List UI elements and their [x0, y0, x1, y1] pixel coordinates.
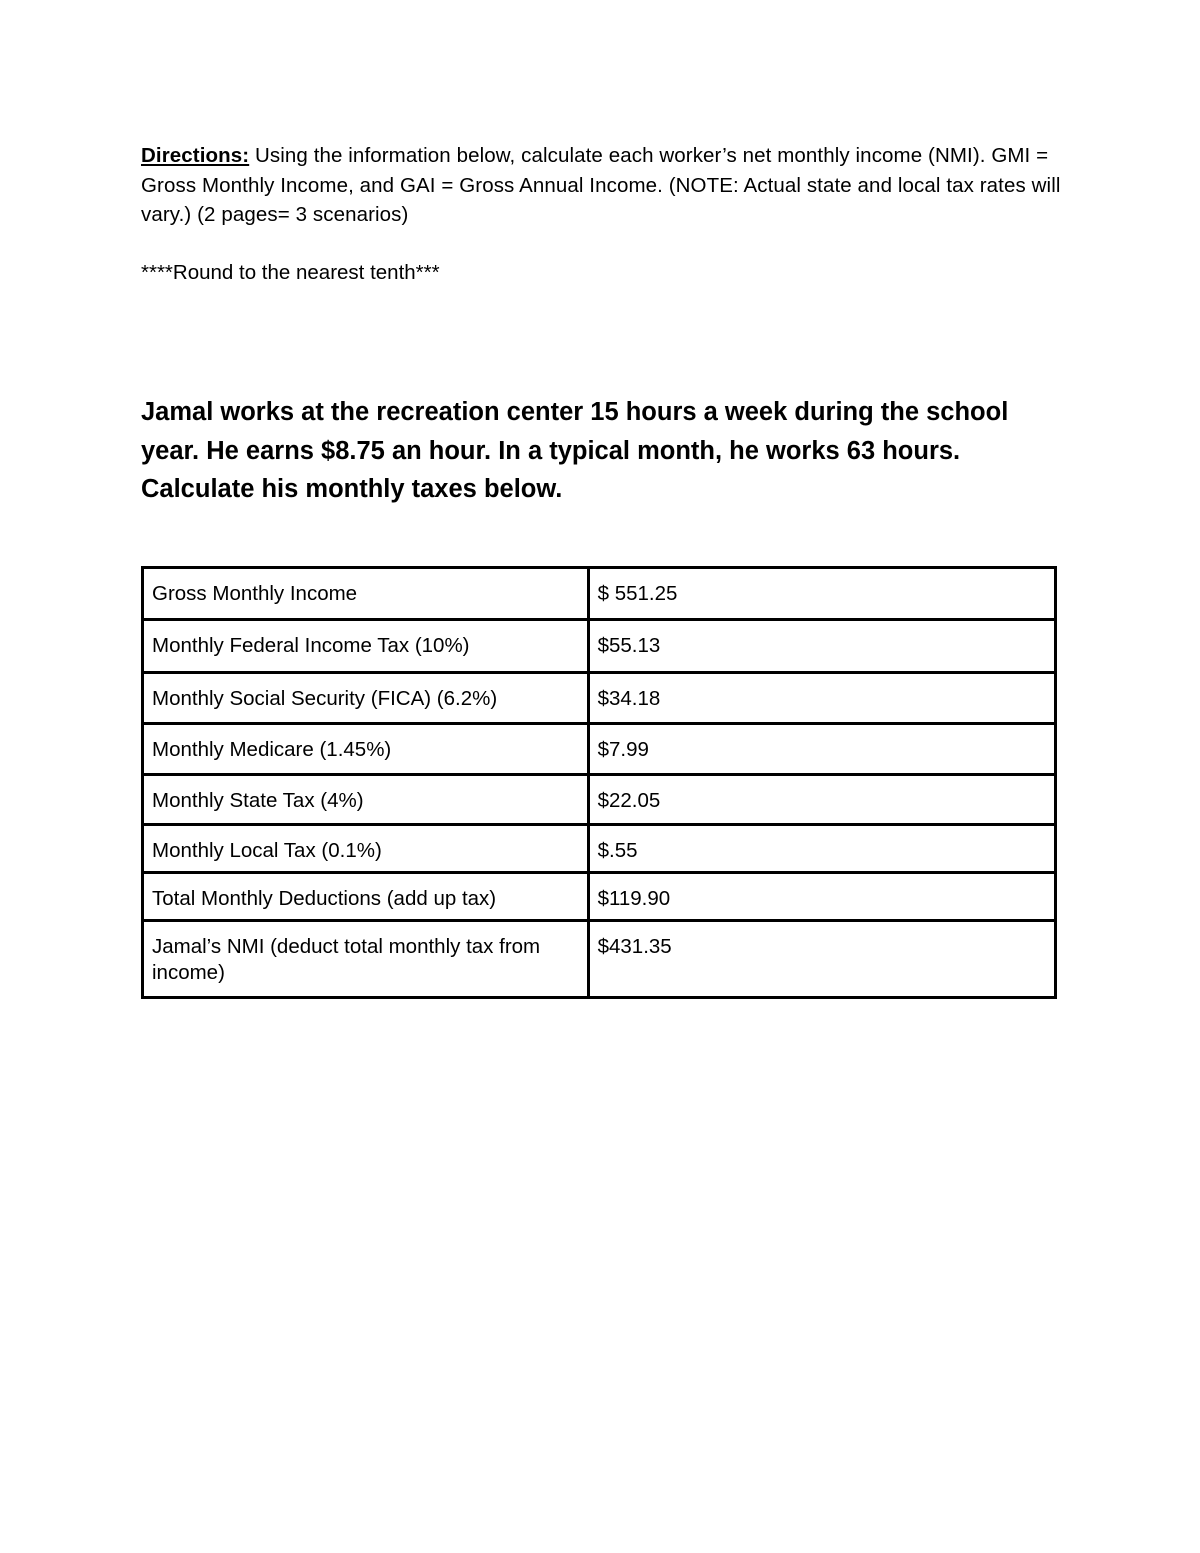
directions-label: Directions: [141, 144, 250, 167]
scenario-text: Jamal works at the recreation center 15 hours a week during the school year. He earns $8.75 an hour. In a typical month, he works 63 hours. Calculate his monthly taxes below. [141, 398, 1009, 503]
row-label: Monthly Local Tax (0.1%) [143, 825, 589, 873]
directions-text: Using the information below, calculate each worker’s net monthly income (NMI). GMI = Gross Monthly Income, and GAI = Gross Annual Income. (NOTE: Actual state and local tax rates will vary.) (2 pages= 3 scenarios) [141, 144, 1061, 226]
row-value: $22.05 [588, 775, 1055, 825]
row-value: $ 551.25 [588, 568, 1055, 620]
table-row [143, 775, 1056, 825]
rounding-note: ****Round to the nearest tenth*** [141, 261, 440, 284]
row-label: Monthly Social Security (FICA) (6.2%) [143, 673, 589, 724]
row-value: $119.90 [588, 873, 1055, 921]
row-value: $55.13 [588, 620, 1055, 673]
table-row [143, 724, 1056, 775]
row-label: Gross Monthly Income [143, 568, 589, 620]
table-row [143, 873, 1056, 921]
table-row [143, 620, 1056, 673]
table-row [143, 673, 1056, 724]
row-label: Total Monthly Deductions (add up tax) [143, 873, 589, 921]
table-row [143, 921, 1056, 998]
row-label: Monthly State Tax (4%) [143, 775, 589, 825]
row-label: Jamal’s NMI (deduct total monthly tax from income) [143, 921, 589, 998]
row-value: $431.35 [588, 921, 1055, 998]
tax-table [141, 566, 1057, 999]
row-value: $7.99 [588, 724, 1055, 775]
table-row [143, 568, 1056, 620]
row-label: Monthly Federal Income Tax (10%) [143, 620, 589, 673]
row-value: $.55 [588, 825, 1055, 873]
directions-paragraph [141, 141, 1061, 230]
table-row [143, 825, 1056, 873]
row-label: Monthly Medicare (1.45%) [143, 724, 589, 775]
row-value: $34.18 [588, 673, 1055, 724]
